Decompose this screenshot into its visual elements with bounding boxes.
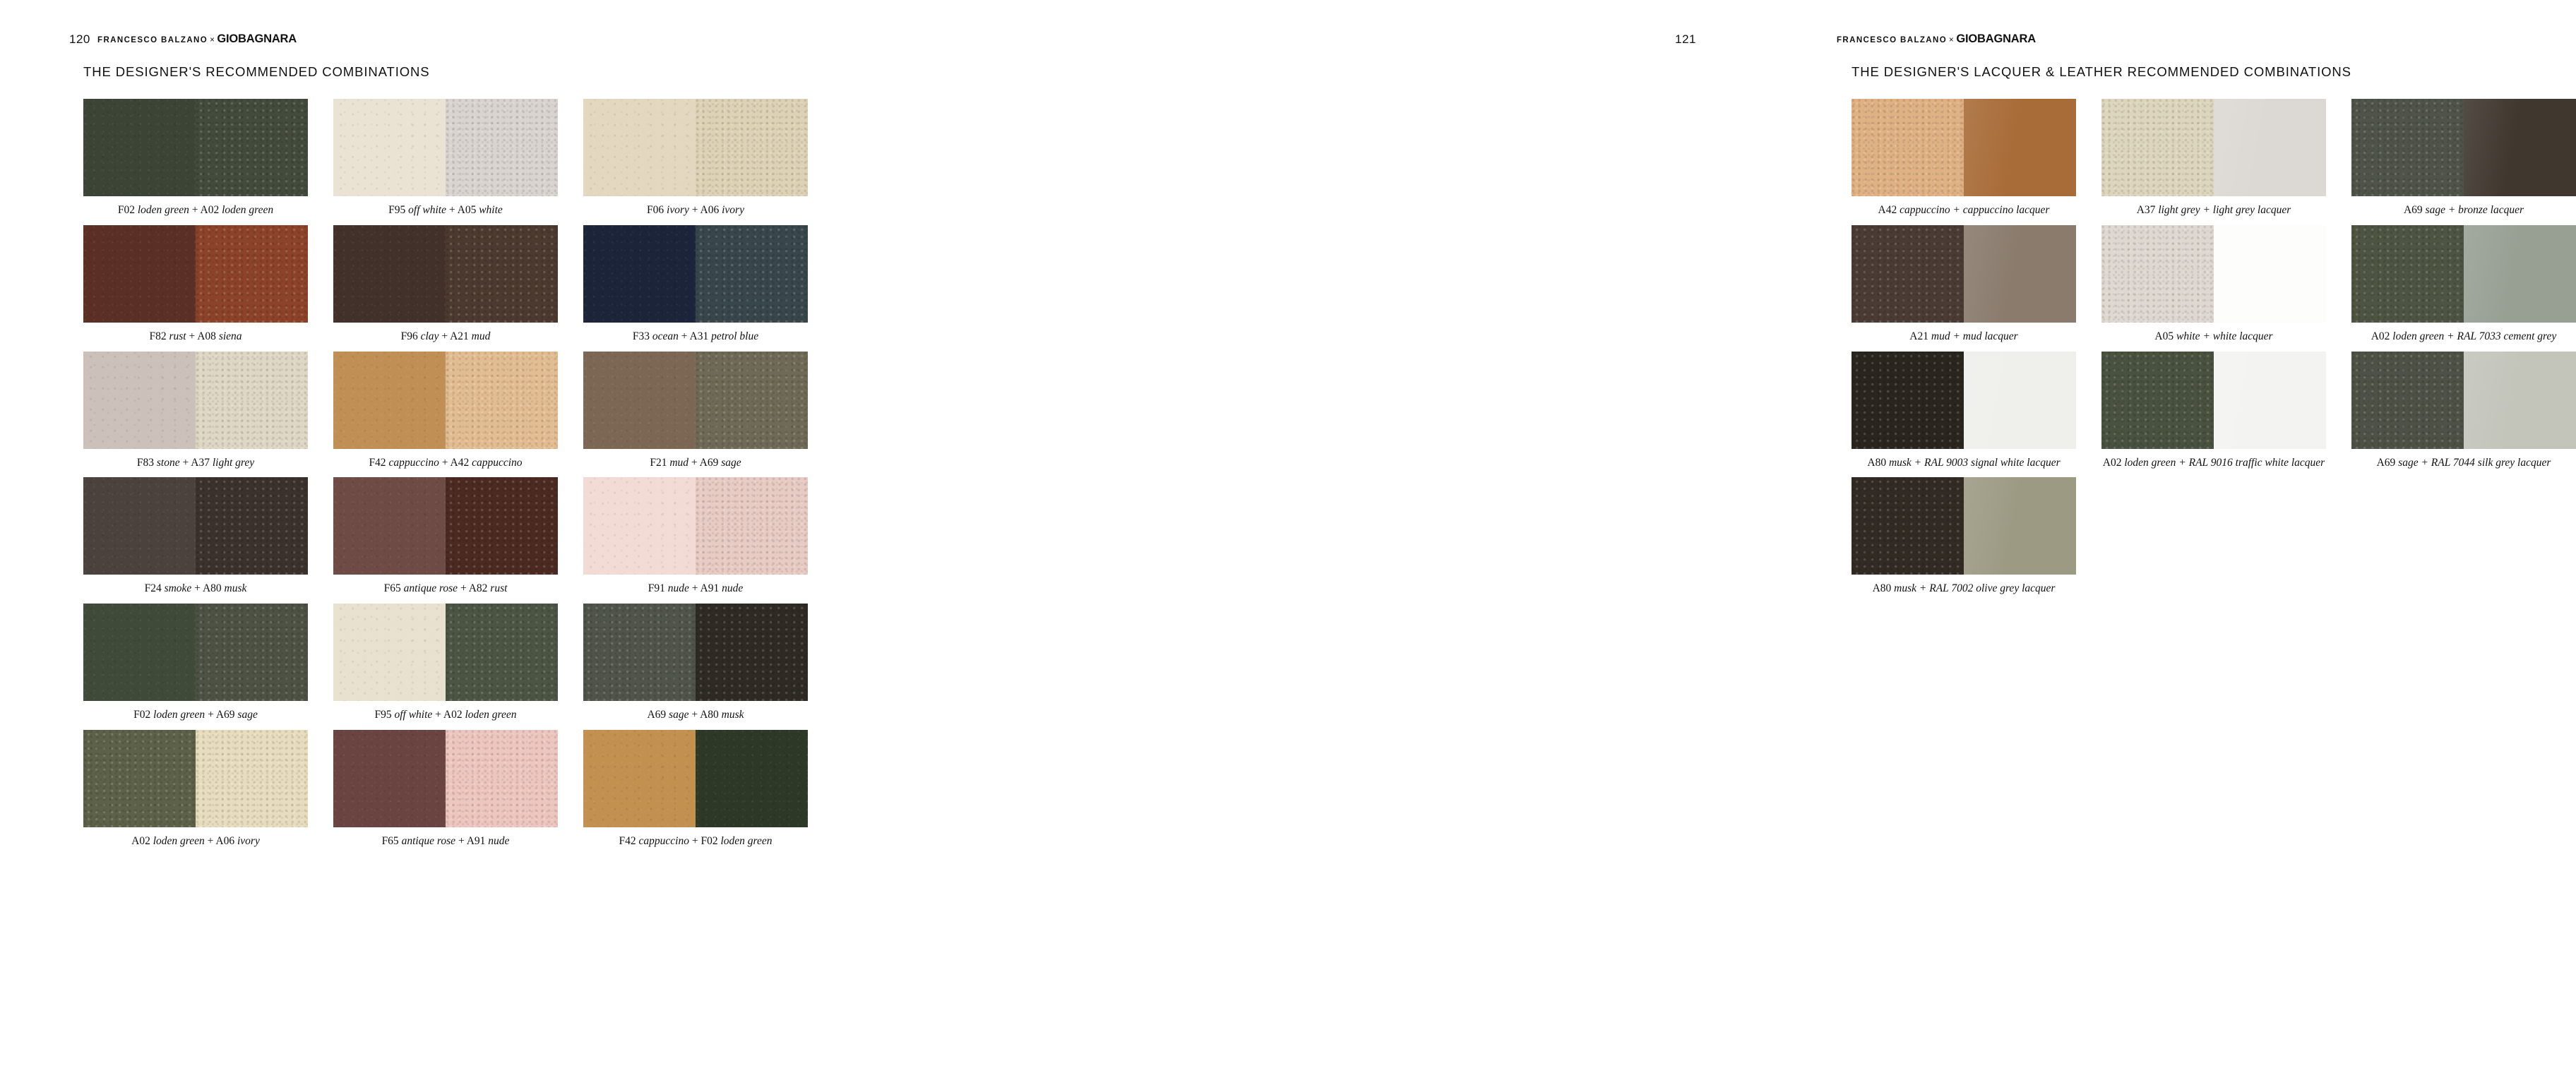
caption-name-b: musk (221, 582, 247, 595)
combination-caption (2351, 323, 2576, 343)
swatch-left (1852, 477, 1964, 575)
combination-item (583, 477, 808, 595)
combination-caption (583, 449, 808, 469)
swatch-left (83, 352, 196, 449)
caption-name-a: mud + mud lacquer (1928, 330, 2018, 342)
caption-name-a: loden green + RAL 7033 cement grey (2390, 330, 2557, 342)
combination-item (1852, 352, 2076, 469)
combination-item (2101, 225, 2326, 343)
swatch-left (583, 352, 696, 449)
swatch-left (333, 99, 446, 196)
swatch-right (446, 730, 558, 827)
swatch-right (1964, 225, 2076, 323)
swatch-left (2101, 352, 2214, 449)
caption-name-a: loden green (134, 204, 189, 216)
swatch-pair (1852, 352, 2076, 449)
caption-name-a: sage + bronze lacquer (2422, 204, 2524, 216)
combination-caption (1852, 323, 2076, 343)
caption-code-a: F83 (136, 456, 155, 469)
combination-caption (83, 575, 308, 595)
swatch-left (583, 730, 696, 827)
combination-caption (583, 575, 808, 595)
swatch-pair (2351, 225, 2576, 323)
caption-code-b: F02 (700, 835, 718, 848)
caption-code-a: F24 (144, 582, 162, 595)
combination-item (333, 730, 558, 848)
combination-item (83, 352, 308, 469)
caption-plus: + (688, 204, 700, 216)
caption-name-b: loden green (462, 709, 517, 721)
caption-plus: + (455, 835, 467, 848)
swatch-left (333, 477, 446, 575)
swatch-pair (333, 730, 558, 827)
combination-item (333, 352, 558, 469)
caption-code-b: A42 (450, 456, 470, 469)
caption-code-a: F96 (400, 330, 418, 342)
caption-code-b: A21 (450, 330, 469, 342)
caption-plus: + (191, 582, 203, 595)
caption-code-a: A42 (1878, 204, 1897, 216)
caption-plus: + (432, 709, 443, 721)
swatch-right (446, 604, 558, 701)
swatch-left (83, 477, 196, 575)
swatch-right (196, 99, 308, 196)
combination-item (333, 225, 558, 343)
caption-plus: + (678, 330, 690, 342)
caption-name-a: ocean (650, 330, 679, 342)
page-left (0, 0, 883, 1092)
caption-code-b: A91 (700, 582, 720, 595)
caption-code-a: F21 (650, 456, 667, 469)
swatch-pair (583, 730, 808, 827)
swatch-left (1852, 225, 1964, 323)
swatch-left (583, 604, 696, 701)
caption-name-a: musk + RAL 9003 signal white lacquer (1886, 456, 2061, 469)
swatch-right (2214, 99, 2326, 196)
caption-code-b: A05 (457, 204, 477, 216)
combination-caption (333, 827, 558, 848)
caption-code-a: A02 (2371, 330, 2390, 342)
caption-name-b: petrol blue (708, 330, 759, 342)
caption-plus: + (439, 330, 451, 342)
combination-grid-right (1852, 99, 2576, 604)
caption-name-a: off white (391, 709, 433, 721)
combination-caption (583, 196, 808, 217)
swatch-left (333, 730, 446, 827)
combination-caption (583, 827, 808, 848)
swatch-right (196, 477, 308, 575)
swatch-pair (333, 604, 558, 701)
caption-name-b: loden green (717, 835, 773, 848)
caption-code-a: F82 (149, 330, 167, 342)
combination-caption (333, 196, 558, 217)
combination-item (2351, 352, 2576, 469)
caption-name-a: light grey + light grey lacquer (2155, 204, 2291, 216)
caption-name-a: ivory (664, 204, 689, 216)
swatch-right (696, 225, 808, 323)
swatch-pair (2351, 352, 2576, 449)
swatch-right (196, 730, 308, 827)
caption-code-a: A80 (1872, 582, 1892, 595)
caption-code-b: A82 (468, 582, 488, 595)
swatch-right (196, 352, 308, 449)
caption-plus: + (688, 835, 701, 848)
running-head-separator: × (210, 36, 215, 44)
swatch-pair (83, 477, 308, 575)
page-title-left: THE DESIGNER'S RECOMMENDED COMBINATIONS (83, 64, 430, 79)
combination-item (583, 225, 808, 343)
caption-name-a: nude (664, 582, 689, 595)
combination-caption (83, 323, 308, 343)
caption-name-a: sage (666, 709, 689, 721)
caption-plus: + (205, 709, 216, 721)
combination-item (583, 99, 808, 217)
caption-name-a: musk + RAL 7002 olive grey lacquer (1891, 582, 2056, 595)
caption-name-b: loden green (219, 204, 274, 216)
caption-code-b: A69 (215, 709, 235, 721)
swatch-pair (2351, 99, 2576, 196)
swatch-right (446, 352, 558, 449)
swatch-right (2464, 225, 2576, 323)
caption-code-a: F02 (117, 204, 135, 216)
caption-code-b: A91 (466, 835, 486, 848)
swatch-left (83, 225, 196, 323)
swatch-left (333, 352, 446, 449)
swatch-left (1852, 99, 1964, 196)
swatch-pair (333, 477, 558, 575)
caption-name-a: loden green (150, 835, 205, 848)
caption-code-b: A80 (700, 709, 719, 721)
caption-name-a: rust (166, 330, 186, 342)
caption-name-b: mud (468, 330, 491, 342)
caption-plus: + (204, 835, 216, 848)
caption-name-a: cappuccino + cappuccino lacquer (1897, 204, 2050, 216)
folio-right: 121 (1675, 32, 1696, 46)
page-title-right: THE DESIGNER'S LACQUER & LEATHER RECOMMENDED COMBINATIONS (1852, 64, 2351, 79)
combination-item (333, 99, 558, 217)
combination-item (1852, 99, 2076, 217)
swatch-left (333, 604, 446, 701)
combination-caption (2101, 196, 2326, 217)
swatch-right (696, 352, 808, 449)
combination-caption (333, 575, 558, 595)
swatch-right (1964, 99, 2076, 196)
caption-code-b: A06 (700, 204, 720, 216)
swatch-pair (583, 352, 808, 449)
combination-item (83, 604, 308, 721)
caption-name-b: white (476, 204, 503, 216)
caption-name-a: cappuccino (386, 456, 439, 469)
caption-name-b: ivory (234, 835, 260, 848)
swatch-right (196, 604, 308, 701)
swatch-pair (83, 99, 308, 196)
swatch-pair (583, 225, 808, 323)
running-head-designer: FRANCESCO BALZANO (1837, 36, 1948, 44)
combination-caption (1852, 196, 2076, 217)
caption-plus: + (446, 204, 458, 216)
swatch-pair (83, 225, 308, 323)
swatch-pair (1852, 225, 2076, 323)
folio-left: 120 (69, 32, 90, 46)
page-header-right (883, 0, 2036, 49)
combination-caption (83, 449, 308, 469)
swatch-left (2101, 225, 2214, 323)
caption-plus: + (688, 456, 700, 469)
caption-plus: + (458, 582, 469, 595)
swatch-left (583, 99, 696, 196)
running-head-designer: FRANCESCO BALZANO (97, 36, 208, 44)
swatch-right (696, 477, 808, 575)
combination-item (2351, 99, 2576, 217)
caption-name-a: off white (405, 204, 446, 216)
swatch-pair (1852, 477, 2076, 575)
swatch-right (446, 477, 558, 575)
swatch-pair (83, 352, 308, 449)
swatch-right (696, 604, 808, 701)
swatch-left (2351, 225, 2464, 323)
swatch-pair (1852, 99, 2076, 196)
caption-code-b: A02 (200, 204, 220, 216)
caption-plus: + (688, 582, 700, 595)
combination-caption (1852, 449, 2076, 469)
combination-item (333, 477, 558, 595)
caption-code-a: A21 (1909, 330, 1928, 342)
caption-name-b: rust (487, 582, 508, 595)
combination-item (1852, 225, 2076, 343)
running-head-brand: GIOBAGNARA (217, 32, 297, 45)
caption-name-a: sage + RAL 7044 silk grey lacquer (2395, 456, 2551, 469)
swatch-pair (83, 730, 308, 827)
swatch-pair (333, 352, 558, 449)
swatch-pair (583, 477, 808, 575)
caption-code-a: A69 (647, 709, 667, 721)
caption-name-b: sage (718, 456, 741, 469)
swatch-right (1964, 477, 2076, 575)
caption-code-a: A69 (2376, 456, 2396, 469)
swatch-pair (333, 225, 558, 323)
running-head-brand: GIOBAGNARA (1956, 32, 2036, 45)
combination-item (83, 225, 308, 343)
combination-item (83, 730, 308, 848)
page-header-left (0, 0, 883, 49)
combination-caption (2101, 449, 2326, 469)
combination-caption (2351, 449, 2576, 469)
caption-code-a: F33 (632, 330, 650, 342)
swatch-right (2464, 352, 2576, 449)
caption-name-a: cappuccino (636, 835, 689, 848)
caption-name-a: stone (154, 456, 180, 469)
swatch-pair (583, 99, 808, 196)
caption-code-a: F91 (648, 582, 665, 595)
page-right (883, 0, 2557, 1092)
caption-code-b: A06 (215, 835, 235, 848)
caption-name-a: clay (417, 330, 439, 342)
caption-name-a: smoke (161, 582, 192, 595)
caption-code-a: A37 (2136, 204, 2156, 216)
caption-code-b: A31 (689, 330, 709, 342)
caption-plus: + (186, 330, 198, 342)
caption-name-a: loden green (150, 709, 205, 721)
caption-code-b: A69 (699, 456, 719, 469)
combination-caption (583, 323, 808, 343)
swatch-left (583, 225, 696, 323)
swatch-left (83, 730, 196, 827)
caption-code-a: F42 (369, 456, 386, 469)
caption-name-b: light grey (209, 456, 255, 469)
caption-code-b: A37 (191, 456, 210, 469)
caption-plus: + (439, 456, 451, 469)
caption-code-a: A05 (2154, 330, 2174, 342)
combination-item (583, 352, 808, 469)
swatch-left (333, 225, 446, 323)
caption-plus: + (688, 709, 700, 721)
swatch-left (2351, 352, 2464, 449)
running-head-left (97, 32, 297, 46)
caption-code-a: A69 (2403, 204, 2423, 216)
swatch-left (83, 99, 196, 196)
caption-code-a: F65 (381, 835, 399, 848)
combination-grid-left (83, 99, 808, 856)
caption-name-b: siena (215, 330, 242, 342)
caption-name-b: cappuccino (469, 456, 523, 469)
combination-item (1852, 477, 2076, 595)
caption-name-b: nude (485, 835, 510, 848)
swatch-right (446, 225, 558, 323)
caption-name-b: ivory (719, 204, 744, 216)
combination-item (2101, 352, 2326, 469)
caption-code-a: A02 (2102, 456, 2122, 469)
combination-item (583, 730, 808, 848)
combination-caption (1852, 575, 2076, 595)
caption-code-b: A02 (443, 709, 463, 721)
combination-caption (2351, 196, 2576, 217)
caption-code-a: F95 (374, 709, 392, 721)
caption-name-b: musk (718, 709, 744, 721)
caption-code-a: F02 (133, 709, 151, 721)
combination-caption (83, 701, 308, 721)
swatch-pair (583, 604, 808, 701)
combination-item (2351, 225, 2576, 343)
swatch-pair (2101, 352, 2326, 449)
swatch-left (83, 604, 196, 701)
caption-name-a: antique rose (398, 835, 456, 848)
combination-caption (333, 701, 558, 721)
swatch-right (446, 99, 558, 196)
combination-item (83, 99, 308, 217)
swatch-left (1852, 352, 1964, 449)
swatch-right (696, 730, 808, 827)
running-head-right (1837, 32, 2036, 46)
swatch-right (2214, 225, 2326, 323)
combination-item (2101, 99, 2326, 217)
caption-code-b: A80 (202, 582, 222, 595)
combination-item (83, 477, 308, 595)
caption-name-b: nude (719, 582, 744, 595)
combination-caption (333, 449, 558, 469)
caption-code-a: A02 (131, 835, 150, 848)
swatch-right (2214, 352, 2326, 449)
caption-code-a: A80 (1867, 456, 1887, 469)
combination-item (333, 604, 558, 721)
caption-code-a: F42 (619, 835, 636, 848)
caption-name-a: mud (667, 456, 689, 469)
swatch-right (2464, 99, 2576, 196)
caption-code-a: F06 (647, 204, 664, 216)
caption-name-b: sage (234, 709, 258, 721)
caption-plus: + (179, 456, 191, 469)
combination-item (583, 604, 808, 721)
combination-caption (583, 701, 808, 721)
combination-caption (83, 827, 308, 848)
running-head-separator: × (1949, 36, 1955, 44)
combination-caption (333, 323, 558, 343)
swatch-left (2351, 99, 2464, 196)
swatch-pair (2101, 225, 2326, 323)
swatch-right (696, 99, 808, 196)
caption-code-b: A08 (197, 330, 216, 342)
caption-name-a: white + white lacquer (2174, 330, 2273, 342)
swatch-right (1964, 352, 2076, 449)
caption-name-a: loden green + RAL 9016 traffic white lacquer (2121, 456, 2325, 469)
swatch-pair (2101, 99, 2326, 196)
caption-plus: + (189, 204, 201, 216)
swatch-right (196, 225, 308, 323)
combination-caption (2101, 323, 2326, 343)
caption-code-a: F95 (388, 204, 406, 216)
swatch-pair (83, 604, 308, 701)
combination-caption (83, 196, 308, 217)
swatch-pair (333, 99, 558, 196)
swatch-left (2101, 99, 2214, 196)
caption-code-a: F65 (383, 582, 401, 595)
swatch-left (583, 477, 696, 575)
caption-name-a: antique rose (400, 582, 458, 595)
